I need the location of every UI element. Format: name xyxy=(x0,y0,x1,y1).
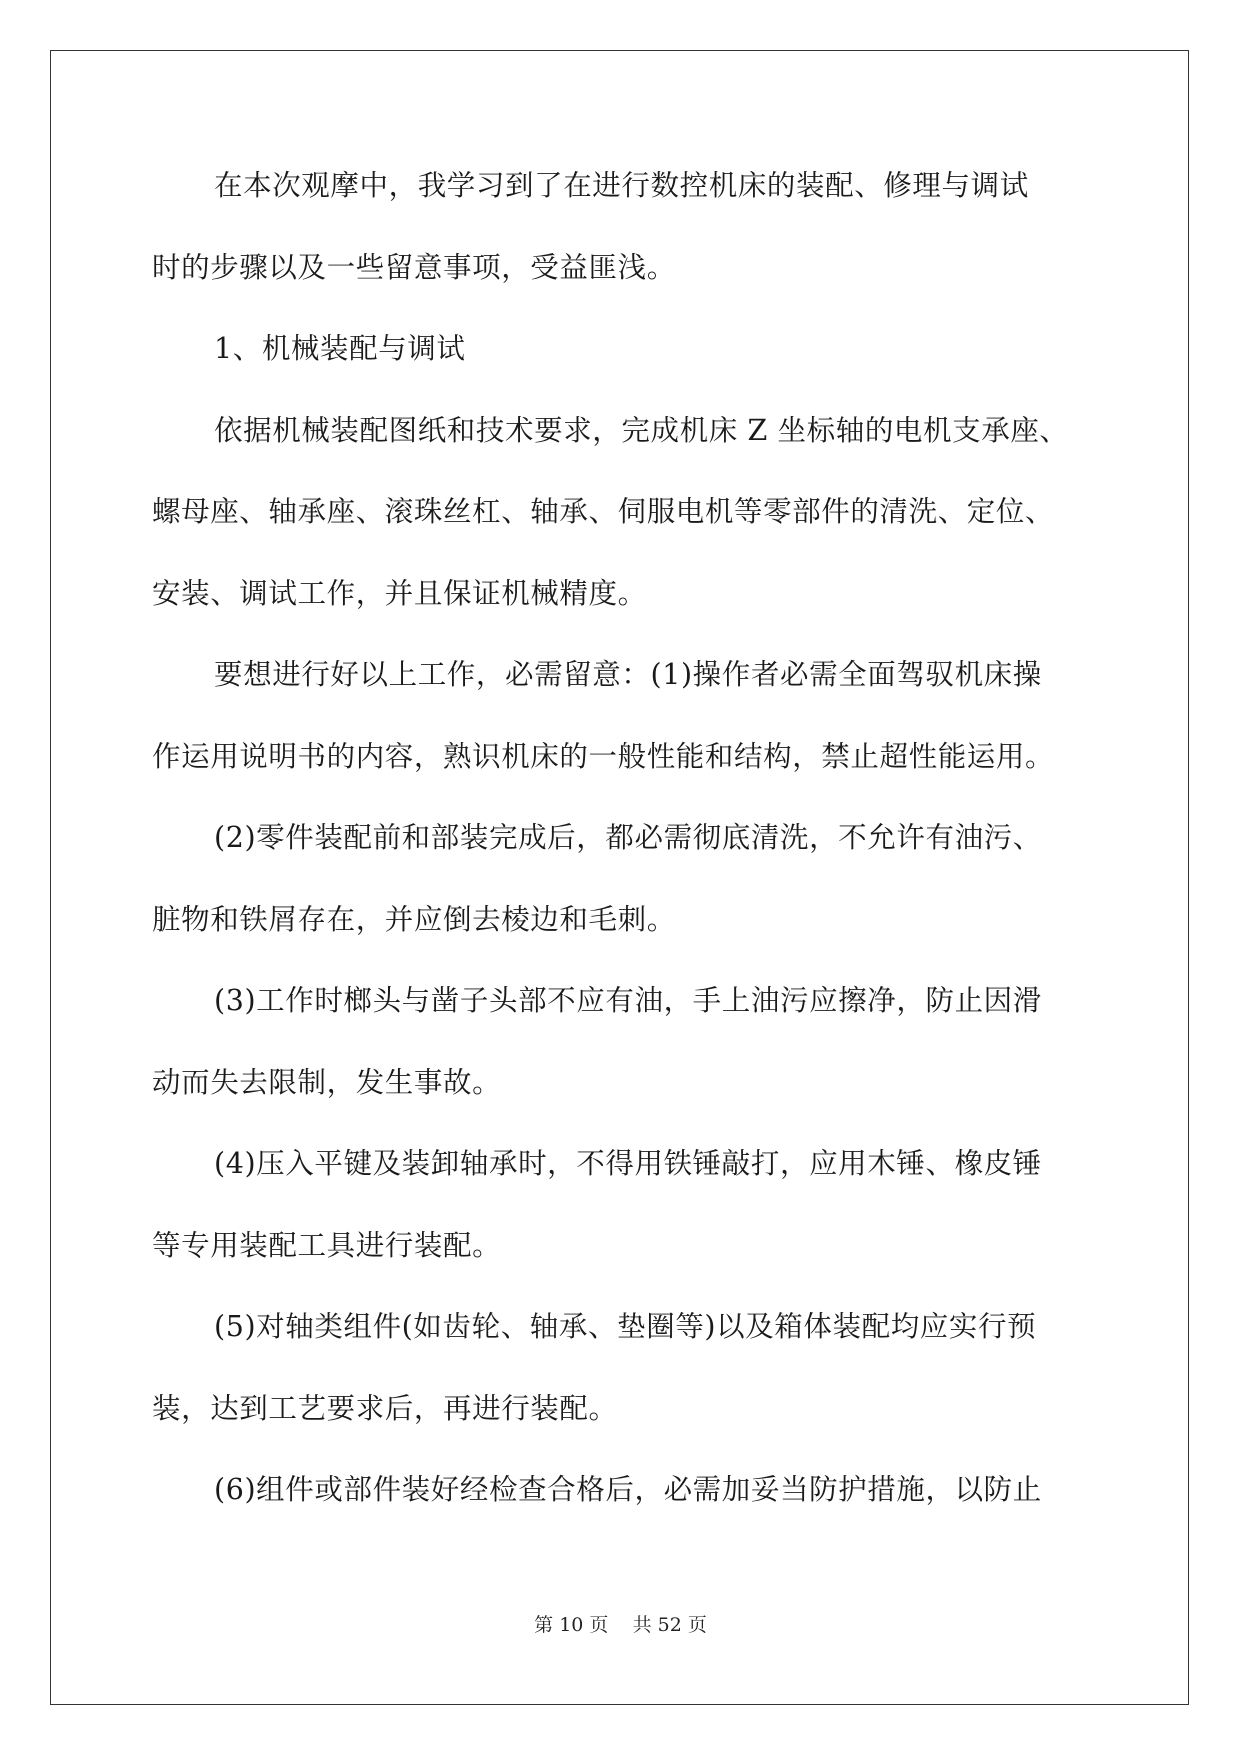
page-number: 第 10 页 共 52 页 xyxy=(534,1614,707,1636)
text-line: 依据机械装配图纸和技术要求，完成机床 Z 坐标轴的电机支承座、 xyxy=(214,413,1069,447)
text-line: 等专用装配工具进行装配。 xyxy=(152,1228,502,1262)
text-line: 脏物和铁屑存在，并应倒去棱边和毛刺。 xyxy=(152,902,676,936)
text-line: 动而失去限制，发生事故。 xyxy=(152,1065,502,1099)
text-line: (2)零件装配前和部装完成后，都必需彻底清洗，不允许有油污、 xyxy=(214,821,1042,854)
section-heading: 1、机械装配与调试 xyxy=(214,332,466,365)
text-line: 要想进行好以上工作，必需留意：(1)操作者必需全面驾驭机床操 xyxy=(214,658,1042,691)
page-footer xyxy=(0,1610,1241,1637)
text-line: (5)对轴类组件(如齿轮、轴承、垫圈等)以及箱体装配均应实行预 xyxy=(214,1310,1037,1343)
text-line: (4)压入平键及装卸轴承时，不得用铁锤敲打，应用木锤、橡皮锤 xyxy=(214,1147,1042,1180)
text-line: 装，达到工艺要求后，再进行装配。 xyxy=(152,1391,618,1425)
text-line: 在本次观摩中，我学习到了在进行数控机床的装配、修理与调试 xyxy=(214,169,1029,202)
text-line: (3)工作时榔头与凿子头部不应有油，手上油污应擦净，防止因滑 xyxy=(214,984,1042,1017)
text-line: 作运用说明书的内容，熟识机床的一般性能和结构，禁止超性能运用。 xyxy=(152,739,1055,773)
document-body xyxy=(152,165,1092,1551)
text-line: 螺母座、轴承座、滚珠丝杠、轴承、伺服电机等零部件的清洗、定位、 xyxy=(152,495,1055,528)
text-line: 时的步骤以及一些留意事项，受益匪浅。 xyxy=(152,250,676,284)
text-line: (6)组件或部件装好经检查合格后，必需加妥当防护措施，以防止 xyxy=(214,1473,1042,1506)
text-line: 安装、调试工作，并且保证机械精度。 xyxy=(152,576,647,610)
